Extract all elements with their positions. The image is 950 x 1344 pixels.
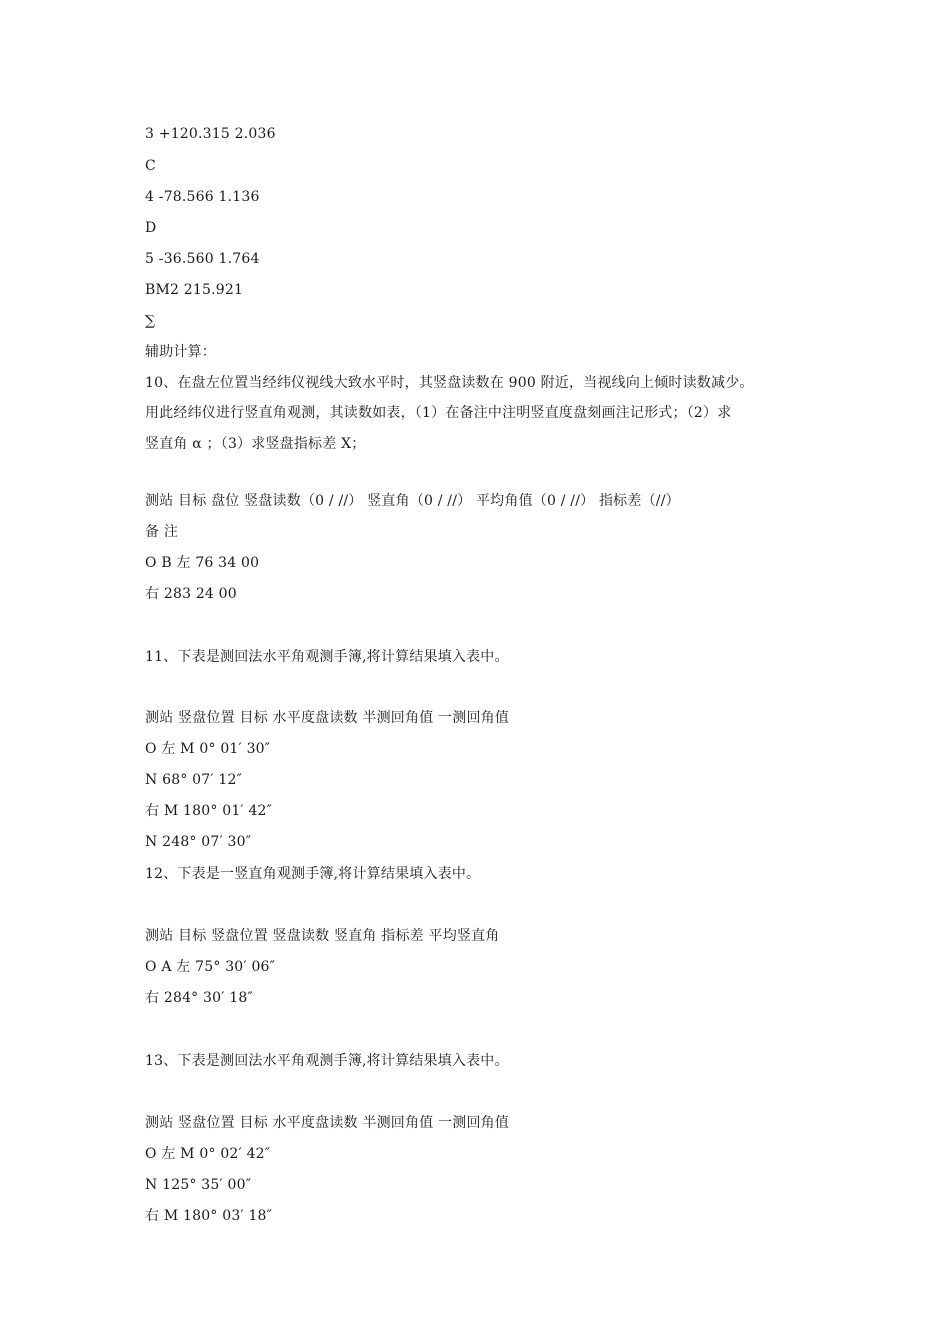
table-row: 右 284° 30′ 18″ (145, 990, 253, 1006)
table-header: 测站 竖盘位置 目标 水平度盘读数 半测回角值 一测回角值 (145, 710, 510, 726)
table-row: O 左 M 0° 01′ 30″ (145, 741, 271, 757)
text-line: D (145, 220, 157, 236)
question-10-text: 10、在盘左位置当经纬仪视线大致水平时，其竖盘读数在 900 附近，当视线向上倾时读数减少。 (145, 375, 754, 391)
table-row: N 248° 07′ 30″ (145, 834, 252, 850)
question-10-text: 用此经纬仪进行竖直角观测，其读数如表，（1）在备注中注明竖直度盘刻画注记形式；（2）求 (145, 405, 732, 421)
table-header: 备 注 (145, 524, 179, 540)
question-12-text: 12、下表是一竖直角观测手簿,将计算结果填入表中。 (145, 866, 481, 882)
table-header: 测站 目标 盘位 竖盘读数（0 / //） 竖直角（0 / //） 平均角值（0 / //） 指标差（//） (145, 493, 680, 509)
text-line: 5 -36.560 1.764 (145, 251, 260, 267)
table-row: N 125° 35′ 00″ (145, 1177, 252, 1193)
table-row: 右 M 180° 03′ 18″ (145, 1208, 273, 1224)
text-line: BM2 215.921 (145, 282, 244, 298)
table-row: 右 M 180° 01′ 42″ (145, 803, 273, 819)
text-line: ∑ (145, 313, 156, 329)
table-header: 测站 竖盘位置 目标 水平度盘读数 半测回角值 一测回角值 (145, 1115, 510, 1131)
question-10-text: 竖直角 α ；（3）求竖盘指标差 X； (145, 436, 366, 452)
table-row: 右 283 24 00 (145, 586, 237, 602)
table-row: O B 左 76 34 00 (145, 555, 260, 571)
table-row: O 左 M 0° 02′ 42″ (145, 1146, 271, 1162)
text-line: 4 -78.566 1.136 (145, 189, 260, 205)
text-line: 辅助计算： (145, 344, 216, 360)
table-header: 测站 目标 竖盘位置 竖盘读数 竖直角 指标差 平均竖直角 (145, 928, 500, 944)
text-line: 3 +120.315 2.036 (145, 126, 276, 142)
text-line: C (145, 158, 156, 174)
question-11-text: 11、下表是测回法水平角观测手簿,将计算结果填入表中。 (145, 649, 509, 665)
table-row: O A 左 75° 30′ 06″ (145, 959, 276, 975)
table-row: N 68° 07′ 12″ (145, 772, 243, 788)
question-13-text: 13、下表是测回法水平角观测手簿,将计算结果填入表中。 (145, 1053, 509, 1069)
